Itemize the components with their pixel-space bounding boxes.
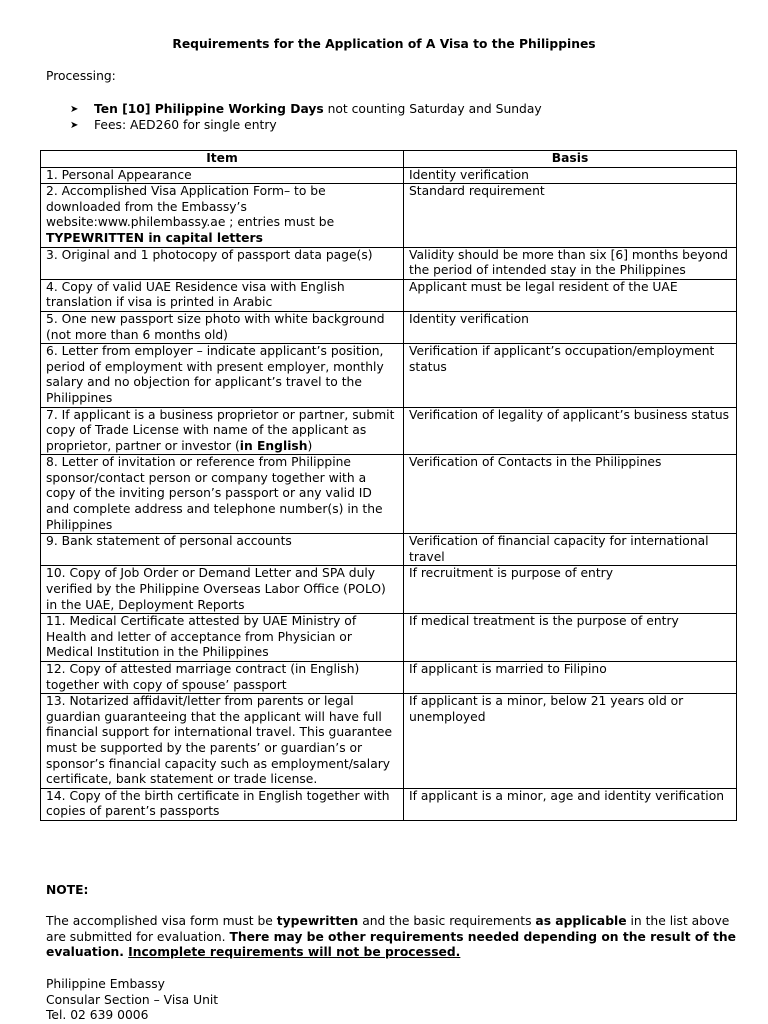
embassy-contact [46,977,218,1024]
table-row [41,167,737,184]
requirement-item-text: 5. One new passport size photo with white background (not more than 6 months old) [46,311,385,342]
column-header-item: Item [41,151,404,168]
requirement-basis-cell: Verification of financial capacity for international travel [404,534,737,566]
table-row [41,614,737,662]
requirement-item-cell [41,167,404,184]
requirements-table-body [41,167,737,820]
table-row [41,344,737,407]
table-row [41,247,737,279]
embassy-phone: Tel. 02 639 0006 [46,1008,149,1023]
requirement-item-text: 10. Copy of Job Order or Demand Letter and SPA duly verified by the Philippine Overseas Labor Office (POLO) in the UAE, Deployment Reports [46,566,386,612]
requirement-item-text: 4. Copy of valid UAE Residence visa with English translation if visa is printed in Arabic [46,279,345,310]
table-row [41,184,737,247]
requirement-item-cell [41,311,404,343]
requirement-basis-cell: If medical treatment is the purpose of entry [404,614,737,662]
requirement-item-cell [41,694,404,789]
note-other-requirements: There may be other requirements needed depending on the result of the evaluation. [46,929,736,960]
table-row [41,566,737,614]
requirement-basis-cell: Verification of Contacts in the Philippines [404,455,737,534]
table-row [41,311,737,343]
requirement-basis-cell: If applicant is a minor, below 21 years old or unemployed [404,694,737,789]
note-paragraph [46,914,736,961]
requirement-item-text: 14. Copy of the birth certificate in English together with copies of parent’s passports [46,788,390,819]
requirement-basis-cell: If applicant is a minor, age and identity verification [404,788,737,820]
requirement-item-text: 8. Letter of invitation or reference from Philippine sponsor/contact person or company together with a copy of the inviting person’s passport or any valid ID and complete address and telephone number(s) in the Philippines [46,455,383,532]
requirement-item-cell [41,279,404,311]
arrow-bullet-icon: ➤ [70,120,79,131]
requirement-item-cell [41,614,404,662]
note-emphasis-applicable: as applicable [535,914,627,928]
requirement-item-text: 3. Original and 1 photocopy of passport data page(s) [46,247,373,262]
note-text-2: and the basic requirements [358,914,536,928]
requirement-item-text: 9. Bank statement of personal accounts [46,534,292,549]
requirement-item-cell [41,566,404,614]
table-row [41,407,737,455]
requirement-basis-cell: If recruitment is purpose of entry [404,566,737,614]
requirement-basis-cell: Standard requirement [404,184,737,247]
table-row [41,694,737,789]
note-heading: NOTE: [46,883,89,897]
table-row [41,279,737,311]
requirement-item-cell [41,662,404,694]
requirements-table [40,150,737,821]
requirement-basis-cell: Validity should be more than six [6] months beyond the period of intended stay in the Philippines [404,247,737,279]
requirement-item-cell [41,344,404,407]
requirement-item-text: 12. Copy of attested marriage contract (in English) together with copy of spouse’ passport [46,662,360,692]
table-row [41,662,737,694]
list-item [70,102,542,118]
arrow-bullet-icon: ➤ [70,104,79,115]
requirement-item-text: 13. Notarized affidavit/letter from parents or legal guardian guaranteeing that the applicant will have full financial support for international travel. This guarantee must be supported by the parents’ or guardian’s or sponsor’s financial capacity such as employment/salary certificate, bank statement or trade license. [46,694,393,787]
requirement-basis-cell: Verification if applicant’s occupation/employment status [404,344,737,407]
requirement-item-text: 7. If applicant is a business proprietor or partner, submit copy of Trade License with name of the applicant as proprietor, partner or investor ( [46,407,395,453]
requirement-item-text: 11. Medical Certificate attested by UAE Ministry of Health and letter of acceptance from Physician or Medical Institution in the Philippines [46,614,357,660]
requirement-basis-cell: Identity verification [404,167,737,184]
requirement-item-cell [41,455,404,534]
requirement-item-emphasis: TYPEWRITTEN in capital letters [46,230,263,245]
processing-label: Processing: [46,69,116,83]
requirement-basis-cell: Applicant must be legal resident of the UAE [404,279,737,311]
requirement-item-text: 2. Accomplished Visa Application Form– to be downloaded from the Embassy’s website:www.philembassy.ae ; entries must be [46,184,335,230]
list-item [70,118,542,134]
requirement-item-text: 1. Personal Appearance [46,167,192,182]
column-header-basis: Basis [404,151,737,168]
requirement-item-text: 6. Letter from employer – indicate applicant’s position, period of employment with present employer, monthly salary and no objection for applicant’s travel to the Philippines [46,344,384,405]
note-incomplete-warning: Incomplete requirements will not be processed. [128,945,461,960]
processing-days: Ten [10] Philippine Working Days [94,102,324,116]
note-text-1: The accomplished visa form must be [46,914,277,928]
processing-list [70,102,542,134]
document-title: Requirements for the Application of A Visa to the Philippines [172,37,596,51]
requirement-item-cell [41,184,404,247]
requirement-basis-cell: If applicant is married to Filipino [404,662,737,694]
requirement-basis-cell: Verification of legality of applicant’s business status [404,407,737,455]
requirement-item-text-after: ) [307,438,313,453]
requirement-item-cell [41,534,404,566]
table-row [41,534,737,566]
requirement-item-cell [41,788,404,820]
requirement-basis-cell: Identity verification [404,311,737,343]
fees-text: Fees: AED260 for single entry [94,118,277,132]
requirement-item-emphasis: in English [239,438,308,453]
processing-days-note: not counting Saturday and Sunday [323,102,542,116]
note-text-3: in the list above are submitted for evaluation. [46,914,730,944]
requirement-item-cell [41,407,404,455]
table-header-row [41,151,737,168]
requirement-item-cell [41,247,404,279]
embassy-name: Philippine Embassy [46,977,165,991]
table-row [41,455,737,534]
consular-section: Consular Section – Visa Unit [46,992,219,1007]
note-emphasis-typewritten: typewritten [276,914,359,928]
table-row [41,788,737,820]
